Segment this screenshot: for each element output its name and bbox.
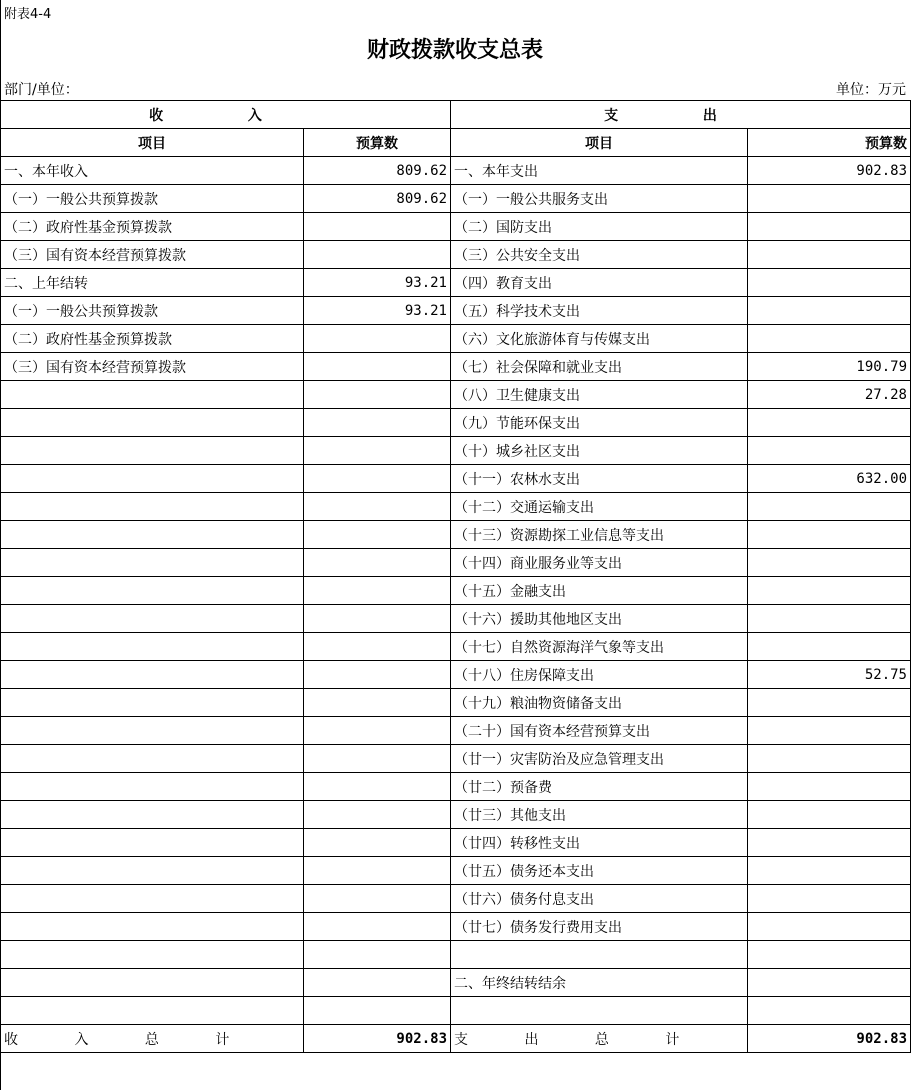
- table-row: [1, 829, 911, 857]
- table-row: [1, 409, 911, 437]
- expense-value-cell: [748, 297, 911, 325]
- income-value-cell: 809.62: [304, 157, 451, 185]
- expense-item-cell: （三）公共安全支出: [451, 241, 748, 269]
- table-row: [1, 605, 911, 633]
- income-item-cell: [1, 493, 304, 521]
- income-item-cell: [1, 633, 304, 661]
- expense-value-cell: [748, 577, 911, 605]
- income-value-cell: [304, 857, 451, 885]
- expense-item-cell: （廿三）其他支出: [451, 801, 748, 829]
- expense-total-value: 902.83: [748, 1025, 911, 1053]
- column-header-row: [1, 129, 911, 157]
- income-value-cell: [304, 549, 451, 577]
- table-row: [1, 185, 911, 213]
- income-item-cell: （二）政府性基金预算拨款: [1, 213, 304, 241]
- income-item-cell: [1, 381, 304, 409]
- income-item-cell: [1, 885, 304, 913]
- table-row: [1, 997, 911, 1025]
- income-value-cell: [304, 801, 451, 829]
- expense-value-cell: [748, 969, 911, 997]
- income-value-cell: [304, 241, 451, 269]
- expense-value-cell: [748, 269, 911, 297]
- table-row: [1, 801, 911, 829]
- income-value-cell: [304, 381, 451, 409]
- totals-row: [1, 1025, 911, 1053]
- income-value-cell: [304, 885, 451, 913]
- table-row: [1, 577, 911, 605]
- income-value-cell: [304, 577, 451, 605]
- income-value-cell: [304, 913, 451, 941]
- expense-item-cell: （五）科学技术支出: [451, 297, 748, 325]
- income-item-cell: [1, 857, 304, 885]
- expense-item-cell: （十四）商业服务业等支出: [451, 549, 748, 577]
- table-row: [1, 689, 911, 717]
- page-title: 财政拨款收支总表: [366, 37, 543, 63]
- table-row: [1, 437, 911, 465]
- income-item-cell: [1, 969, 304, 997]
- income-item-cell: [1, 661, 304, 689]
- expense-value-cell: [748, 633, 911, 661]
- expense-total-label: 支 出 总 计: [451, 1025, 748, 1053]
- income-item-cell: [1, 521, 304, 549]
- table-row: [1, 549, 911, 577]
- income-value-cell: [304, 997, 451, 1025]
- expense-item-cell: （十九）粮油物资储备支出: [451, 689, 748, 717]
- expense-item-cell: （廿五）债务还本支出: [451, 857, 748, 885]
- income-item-cell: [1, 437, 304, 465]
- expense-item-cell: （十七）自然资源海洋气象等支出: [451, 633, 748, 661]
- expense-item-header: 项目: [451, 129, 748, 157]
- expense-item-cell: （八）卫生健康支出: [451, 381, 748, 409]
- unit-label: 单位：万元: [836, 82, 906, 98]
- expense-item-cell: （四）教育支出: [451, 269, 748, 297]
- income-item-cell: [1, 745, 304, 773]
- income-value-cell: [304, 773, 451, 801]
- expense-item-cell: （六）文化旅游体育与传媒支出: [451, 325, 748, 353]
- expense-value-cell: 632.00: [748, 465, 911, 493]
- expense-value-cell: [748, 913, 911, 941]
- income-value-cell: [304, 493, 451, 521]
- fiscal-appropriation-table: [0, 100, 911, 1053]
- table-row: [1, 213, 911, 241]
- income-value-cell: [304, 633, 451, 661]
- expense-item-cell: 二、年终结转结余: [451, 969, 748, 997]
- income-value-cell: [304, 661, 451, 689]
- table-row: [1, 913, 911, 941]
- expense-value-cell: [748, 885, 911, 913]
- income-item-header: 项目: [1, 129, 304, 157]
- expense-item-cell: [451, 997, 748, 1025]
- expense-item-cell: （廿四）转移性支出: [451, 829, 748, 857]
- income-value-cell: 809.62: [304, 185, 451, 213]
- expense-value-cell: [748, 801, 911, 829]
- income-value-cell: [304, 465, 451, 493]
- table-body: [1, 157, 911, 1025]
- expense-item-cell: （十五）金融支出: [451, 577, 748, 605]
- income-value-cell: [304, 969, 451, 997]
- income-item-cell: [1, 913, 304, 941]
- income-group-header: 收 入: [1, 101, 451, 129]
- income-value-cell: [304, 941, 451, 969]
- table-row: [1, 381, 911, 409]
- table-row: [1, 465, 911, 493]
- table-row: [1, 717, 911, 745]
- expense-item-cell: （二十）国有资本经营预算支出: [451, 717, 748, 745]
- expense-group-header: 支 出: [451, 101, 911, 129]
- expense-value-cell: [748, 437, 911, 465]
- expense-budget-header: 预算数: [748, 129, 911, 157]
- income-item-cell: [1, 409, 304, 437]
- expense-value-cell: [748, 689, 911, 717]
- income-value-cell: [304, 829, 451, 857]
- income-item-cell: [1, 549, 304, 577]
- income-total-label: 收 入 总 计: [1, 1025, 304, 1053]
- income-item-cell: （一）一般公共预算拨款: [1, 185, 304, 213]
- expense-value-cell: 902.83: [748, 157, 911, 185]
- expense-value-cell: [748, 241, 911, 269]
- income-item-cell: 二、上年结转: [1, 269, 304, 297]
- income-value-cell: [304, 745, 451, 773]
- expense-item-cell: （廿二）预备费: [451, 773, 748, 801]
- income-item-cell: [1, 801, 304, 829]
- expense-value-cell: [748, 185, 911, 213]
- expense-item-cell: （廿七）债务发行费用支出: [451, 913, 748, 941]
- table-row: [1, 269, 911, 297]
- table-row: [1, 941, 911, 969]
- income-item-cell: [1, 829, 304, 857]
- expense-item-cell: [451, 941, 748, 969]
- table-row: [1, 633, 911, 661]
- income-value-cell: [304, 409, 451, 437]
- income-value-cell: [304, 717, 451, 745]
- income-value-cell: [304, 213, 451, 241]
- expense-item-cell: 一、本年支出: [451, 157, 748, 185]
- income-item-cell: [1, 605, 304, 633]
- expense-value-cell: [748, 493, 911, 521]
- expense-value-cell: [748, 745, 911, 773]
- table-row: [1, 521, 911, 549]
- income-item-cell: [1, 717, 304, 745]
- expense-value-cell: [748, 857, 911, 885]
- table-row: [1, 885, 911, 913]
- expense-item-cell: （十三）资源勘探工业信息等支出: [451, 521, 748, 549]
- expense-value-cell: [748, 605, 911, 633]
- income-value-cell: [304, 353, 451, 381]
- table-row: [1, 157, 911, 185]
- income-value-cell: [304, 325, 451, 353]
- income-item-cell: [1, 941, 304, 969]
- expense-item-cell: （十二）交通运输支出: [451, 493, 748, 521]
- expense-item-cell: （廿一）灾害防治及应急管理支出: [451, 745, 748, 773]
- income-value-cell: [304, 605, 451, 633]
- income-value-cell: 93.21: [304, 269, 451, 297]
- table-row: [1, 353, 911, 381]
- expense-value-cell: [748, 773, 911, 801]
- expense-item-cell: （九）节能环保支出: [451, 409, 748, 437]
- table-row: [1, 241, 911, 269]
- expense-value-cell: [748, 521, 911, 549]
- table-row: [1, 773, 911, 801]
- income-value-cell: 93.21: [304, 297, 451, 325]
- expense-item-cell: （一）一般公共服务支出: [451, 185, 748, 213]
- department-label: 部门/单位：: [4, 82, 79, 98]
- table-row: [1, 297, 911, 325]
- expense-item-cell: （十六）援助其他地区支出: [451, 605, 748, 633]
- expense-value-cell: [748, 829, 911, 857]
- income-item-cell: [1, 997, 304, 1025]
- income-total-value: 902.83: [304, 1025, 451, 1053]
- expense-item-cell: （廿六）债务付息支出: [451, 885, 748, 913]
- expense-item-cell: （二）国防支出: [451, 213, 748, 241]
- expense-value-cell: 52.75: [748, 661, 911, 689]
- group-header-row: [1, 101, 911, 129]
- income-item-cell: [1, 577, 304, 605]
- table-row: [1, 661, 911, 689]
- expense-item-cell: （十八）住房保障支出: [451, 661, 748, 689]
- table-row: [1, 493, 911, 521]
- income-item-cell: 一、本年收入: [1, 157, 304, 185]
- table-row: [1, 325, 911, 353]
- expense-value-cell: [748, 717, 911, 745]
- expense-value-cell: [748, 997, 911, 1025]
- expense-value-cell: [748, 213, 911, 241]
- expense-item-cell: （十一）农林水支出: [451, 465, 748, 493]
- income-item-cell: （三）国有资本经营预算拨款: [1, 353, 304, 381]
- attachment-label: 附表4-4: [4, 7, 52, 22]
- expense-item-cell: （七）社会保障和就业支出: [451, 353, 748, 381]
- income-item-cell: [1, 465, 304, 493]
- income-value-cell: [304, 437, 451, 465]
- expense-value-cell: 27.28: [748, 381, 911, 409]
- expense-value-cell: [748, 549, 911, 577]
- income-budget-header: 预算数: [304, 129, 451, 157]
- income-item-cell: （一）一般公共预算拨款: [1, 297, 304, 325]
- table-row: [1, 745, 911, 773]
- income-item-cell: （二）政府性基金预算拨款: [1, 325, 304, 353]
- income-value-cell: [304, 689, 451, 717]
- income-item-cell: [1, 773, 304, 801]
- income-item-cell: （三）国有资本经营预算拨款: [1, 241, 304, 269]
- expense-value-cell: 190.79: [748, 353, 911, 381]
- income-value-cell: [304, 521, 451, 549]
- expense-value-cell: [748, 325, 911, 353]
- expense-item-cell: （十）城乡社区支出: [451, 437, 748, 465]
- table-row: [1, 969, 911, 997]
- expense-value-cell: [748, 409, 911, 437]
- expense-value-cell: [748, 941, 911, 969]
- income-item-cell: [1, 689, 304, 717]
- table-row: [1, 857, 911, 885]
